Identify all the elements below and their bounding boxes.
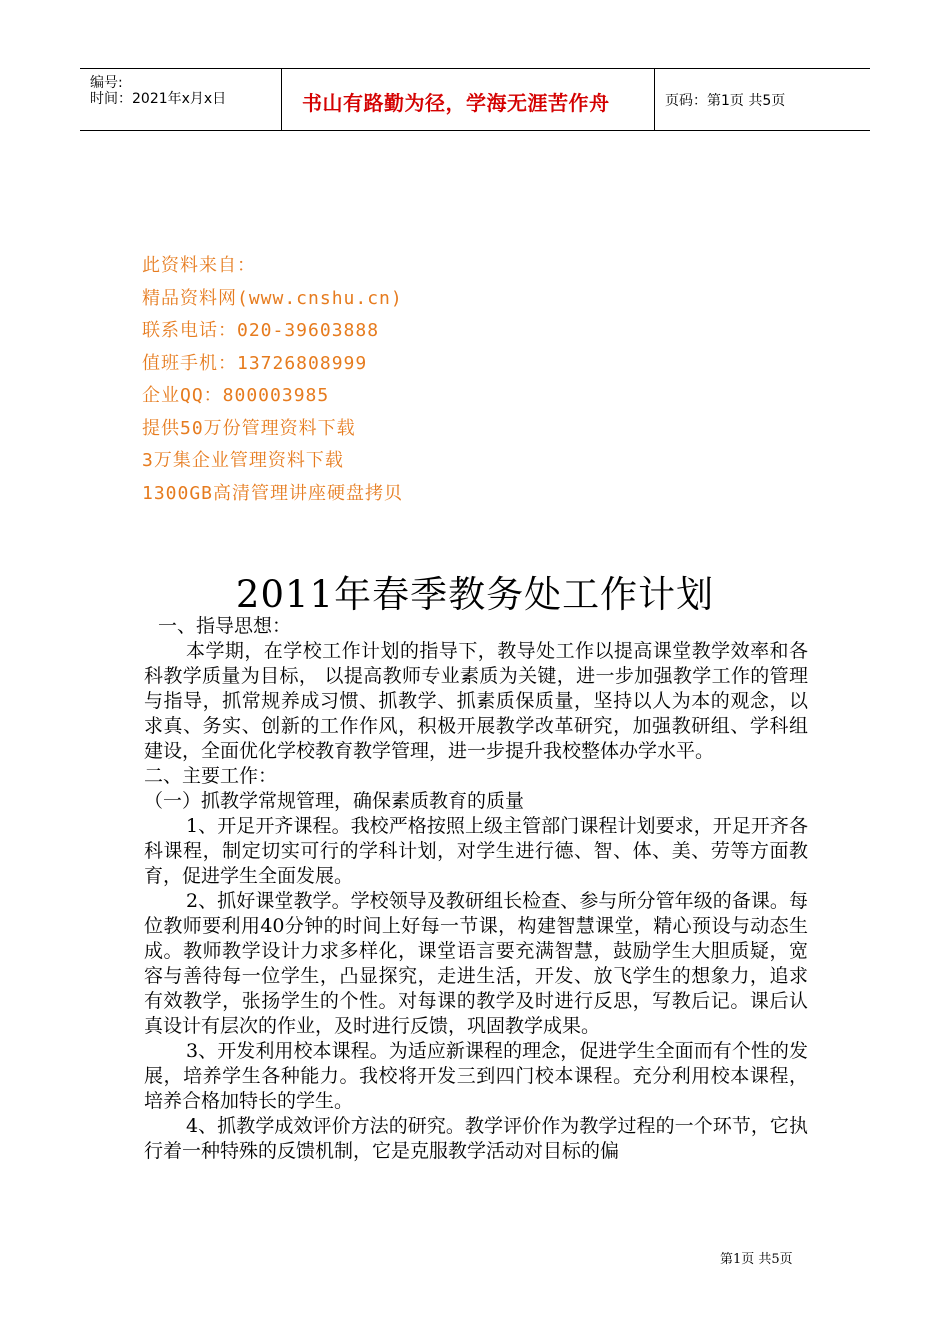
section-heading: 一、指导思想： xyxy=(158,615,292,637)
header-page-info: 页码：第1页 共5页 xyxy=(665,93,786,109)
paragraph: 4、抓教学成效评价方法的研究。教学评价作为教学过程的一个环节，它执行着一种特殊的反馈机制，它是克服教学活动对目标的偏 xyxy=(144,1115,808,1162)
paragraph: 本学期，在学校工作计划的指导下，教导处工作以提高课堂教学效率和各科教学质量为目标， 以提高教师专业素质为关键，进一步加强教学工作的管理与指导，抓常规养成习惯、抓教学、抓素质保质量，坚持以人为本的观念，以求真、务实、创新的工作作风，积极开展教学改革研究，加强教研组、学科组建设，全面优化学校教育教学管理，进一步提升我校整体办学水平。 xyxy=(144,640,808,762)
header-table xyxy=(80,68,870,131)
paragraph: 3、开发利用校本课程。为适应新课程的理念，促进学生全面而有个性的发展，培养学生各种能力。我校将开发三到四门校本课程。充分利用校本课程，培养合格加特长的学生。 xyxy=(144,1040,808,1112)
document-title: 2011年春季教务处工作计划 xyxy=(235,573,715,616)
advert-line: 提供50万份管理资料下载 xyxy=(142,417,356,439)
advert-line[interactable]: 精品资料网(www.cnshu.cn) xyxy=(142,287,403,309)
advert-line: 3万集企业管理资料下载 xyxy=(142,450,344,471)
number-label: 编号: xyxy=(90,75,123,91)
advert-line: 1300GB高清管理讲座硬盘拷贝 xyxy=(142,482,404,504)
motto: 书山有路勤为径，学海无涯苦作舟 xyxy=(302,91,610,115)
advert-block xyxy=(142,250,403,510)
date-label: 时间：2021年x月x日 xyxy=(90,91,227,107)
advert-line: 值班手机：13726808999 xyxy=(142,352,368,374)
paragraph: 1、开足开齐课程。我校严格按照上级主管部门课程计划要求，开足开齐各科课程，制定切实可行的学科计划，对学生进行德、智、体、美、劳等方面教育，促进学生全面发展。 xyxy=(144,815,808,887)
advert-line: 企业QQ：800003985 xyxy=(142,385,330,406)
advert-line: 联系电话：020-39603888 xyxy=(142,320,380,341)
header-meta-cell xyxy=(80,69,282,130)
subsection-heading: （一）抓教学常规管理，确保素质教育的质量 xyxy=(144,790,525,812)
paragraph: 2、抓好课堂教学。学校领导及教研组长检查、参与所分管年级的备课。每位教师要利用40分钟的时间上好每一节课，构建智慧课堂，精心预设与动态生成。教师教学设计力求多样化，课堂语言要充满智慧，鼓励学生大胆质疑，宽容与善待每一位学生，凸显探究，走进生活，开发、放飞学生的想象力，追求有效教学，张扬学生的个性。对每课的教学及时进行反思，写教后记。课后认真设计有层次的作业，及时进行反馈，巩固教学成果。 xyxy=(144,890,808,1037)
advert-line: 此资料来自： xyxy=(142,255,256,276)
footer-page-info: 第1页 共5页 xyxy=(720,1252,793,1267)
section-heading: 二、主要工作： xyxy=(144,765,278,787)
document-body xyxy=(144,614,808,1164)
header-motto-cell xyxy=(282,69,655,130)
